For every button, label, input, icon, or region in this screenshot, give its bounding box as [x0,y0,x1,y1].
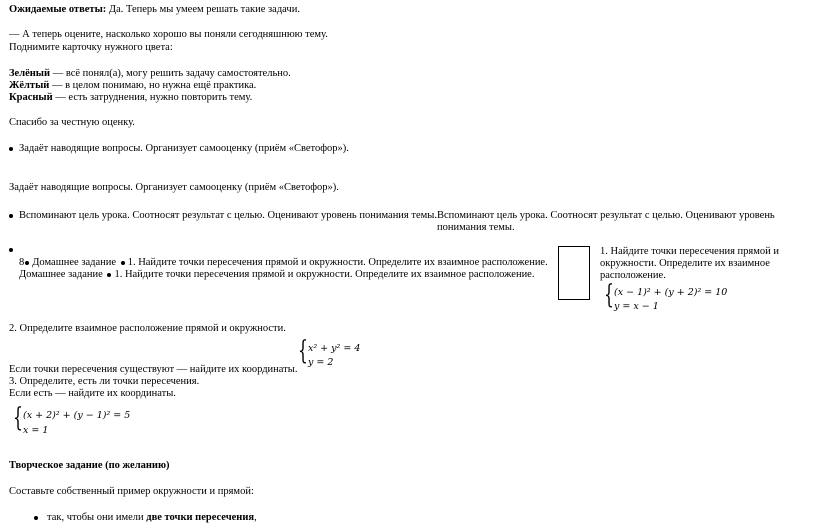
teacher-activity-text: Задаёт наводящие вопросы. Организует самооценку (приём «Светофор»). [19,143,349,154]
creative-item-prefix: так, чтобы они имели [47,512,144,523]
creative-item-suffix: , [254,512,257,523]
reflection-instruction: Поднимите карточку нужного цвета: [9,42,173,53]
right-task-line-1: 1. Найдите точки пересечения прямой и [600,246,779,257]
task-2-eq-2: y = 2 [308,357,334,368]
task-3-line-2: Если есть — найдите их координаты. [9,388,176,399]
right-task-line-3: расположение. [600,270,666,281]
creative-item-bold: две точки пересечения [146,512,255,523]
bullet-icon [9,147,13,151]
students-activity-bullet [9,209,437,222]
task-3-line-1: 3. Определите, есть ли точки пересечения. [9,376,200,387]
expected-answers-label: Ожидаемые ответы: [9,4,107,15]
green-label: Зелёный [9,68,51,79]
creative-item [34,511,257,524]
homework-label-2: Домашнее задание [19,269,103,280]
right-task-eq-1: (x − 1)² + (y + 2)² = 10 [614,287,728,298]
red-label: Красный [9,92,53,103]
yellow-text: — в целом понимаю, но нужна ещё практика. [51,80,257,91]
task-2-after: Если точки пересечения существуют — найдите их координаты. [9,364,298,375]
bullet-icon [121,261,125,265]
teacher-activity-plain: Задаёт наводящие вопросы. Организует самооценку (приём «Светофор»). [9,182,339,193]
teacher-activity-bullet [9,142,349,155]
task-2-eq-1: x² + y² = 4 [308,343,361,354]
students-activity-right-2: понимания темы. [437,222,515,233]
creative-title: Творческое задание (по желанию) [9,460,170,471]
task-2-text: 2. Определите взаимное расположение прямой и окружности. [9,323,286,334]
red-text: — есть затруднения, нужно повторить тему. [55,92,253,103]
expected-answers-text: Да. Теперь мы умеем решать такие задачи. [108,4,300,15]
system-brace-icon: { [298,336,308,366]
task-3-eq-2: x = 1 [23,425,49,436]
homework-text-1: 1. Найдите точки пересечения прямой и окружности. Определите их взаимное расположение. [127,257,548,268]
right-task-eq-2: y = x − 1 [614,301,659,312]
creative-prompt: Составьте собственный пример окружности и прямой: [9,486,254,497]
students-activity-right-1: Вспоминают цель урока. Соотносят результат с целью. Оценивают уровень [437,210,775,221]
bullet-icon [9,248,13,252]
yellow-label: Жёлтый [9,80,50,91]
stage-bullet [9,243,19,256]
color-card-frame [558,246,590,300]
students-activity-text: Вспоминают цель урока. Соотносят результат с целью. Оценивают уровень понимания темы. [19,210,437,221]
bullet-icon [9,214,13,218]
green-text: — всё понял(а), могу решить задачу самостоятельно. [52,68,291,79]
system-brace-icon: { [604,280,614,310]
homework-text-2: 1. Найдите точки пересечения прямой и окружности. Определите их взаимное расположение. [114,269,535,280]
bullet-icon [25,261,29,265]
bullet-icon [107,273,111,277]
right-task-line-2: окружности. Определите их взаимное [600,258,770,269]
expected-answers-line [9,3,300,16]
homework-label-1: Домашнее задание [32,257,117,268]
task-3-eq-1: (x + 2)² + (y − 1)² = 5 [23,410,131,421]
reflection-thanks: Спасибо за честную оценку. [9,117,135,128]
stage-number: 8 [19,257,25,268]
reflection-red [9,91,252,104]
system-brace-icon: { [13,403,23,433]
reflection-intro: — А теперь оцените, насколько хорошо вы поняли сегодняшнюю тему. [9,29,328,40]
homework-line-2 [19,268,534,281]
bullet-icon [34,516,38,520]
